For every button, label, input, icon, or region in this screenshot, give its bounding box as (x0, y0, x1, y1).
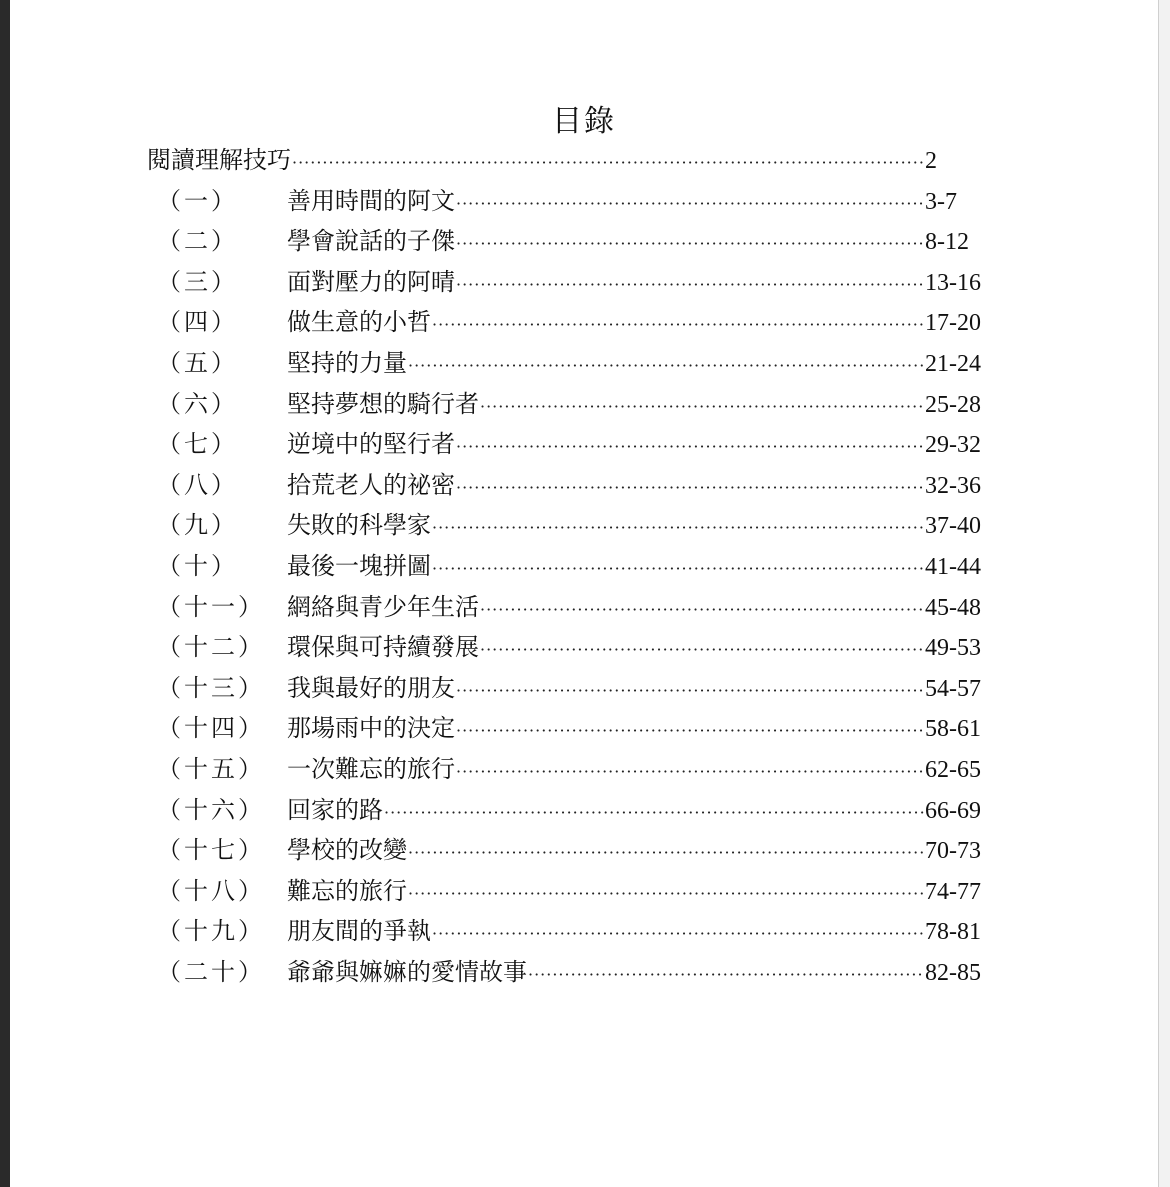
toc-entry-number: （四） (157, 308, 238, 337)
toc-entry-number: （十七） (157, 836, 265, 865)
toc-entry-row (147, 181, 987, 222)
toc-entry-number: （七） (157, 430, 238, 459)
dot-leader (456, 275, 924, 294)
toc-entry-row (147, 708, 987, 749)
toc-entry-number: （五） (157, 348, 238, 377)
toc-entry-row (147, 911, 987, 952)
toc-entry-number: （二） (157, 227, 238, 256)
toc-entry-number: （二十） (157, 957, 265, 986)
dot-leader (528, 965, 924, 984)
toc-entry-number: （三） (157, 267, 238, 296)
dot-leader (432, 315, 924, 334)
toc-entry-row (147, 952, 987, 993)
dot-leader (432, 559, 924, 578)
dot-leader (480, 640, 924, 659)
document-page (10, 0, 1158, 1187)
toc-entry-pages: 66-69 (925, 797, 981, 824)
toc-entry-pages: 21-24 (925, 350, 981, 377)
toc-entry-row (147, 668, 987, 709)
toc-entry-pages: 41-44 (925, 553, 981, 580)
toc-entry-row (147, 749, 987, 790)
dot-leader (292, 153, 924, 172)
page-title: 目錄 (552, 104, 616, 139)
toc-entry-pages: 70-73 (925, 838, 981, 865)
toc-entry-pages: 58-61 (925, 716, 981, 743)
dot-leader (480, 600, 924, 619)
toc-entry-title: 最後一塊拼圖 (287, 551, 431, 580)
dot-leader (408, 356, 924, 375)
toc-entry-row (147, 830, 987, 871)
toc-entry-number: （十一） (157, 592, 265, 621)
toc-entry-pages: 78-81 (925, 919, 981, 946)
toc-entry-row (147, 871, 987, 912)
dot-leader (456, 194, 924, 213)
toc-entry-title: 拾荒老人的祕密 (287, 470, 455, 499)
toc-entry-title: 做生意的小哲 (287, 308, 431, 337)
toc-entry-number: （六） (157, 389, 238, 418)
dot-leader (456, 681, 924, 700)
dot-leader (432, 924, 924, 943)
toc-entry-row (147, 790, 987, 831)
toc-intro-row (147, 140, 987, 181)
toc-entry-title: 善用時間的阿文 (287, 186, 455, 215)
toc-entry-number: （十八） (157, 876, 265, 905)
toc-entry-number: （八） (157, 470, 238, 499)
toc-entry-number: （十三） (157, 673, 265, 702)
toc-entry-pages: 49-53 (925, 635, 981, 662)
toc-entry-row (147, 424, 987, 465)
toc-entry-title: 學會說話的子傑 (287, 227, 455, 256)
dot-leader (456, 478, 924, 497)
toc-entry-pages: 32-36 (925, 472, 981, 499)
toc-entry-number: （十二） (157, 633, 265, 662)
toc-entry-row (147, 505, 987, 546)
dot-leader (456, 234, 924, 253)
toc-entry-pages: 25-28 (925, 391, 981, 418)
dot-leader (432, 518, 924, 537)
toc-entry-row (147, 546, 987, 587)
toc-entry-title: 面對壓力的阿晴 (287, 267, 455, 296)
toc-entry-title: 回家的路 (287, 795, 383, 824)
scrollbar-track[interactable] (1158, 0, 1170, 1187)
toc-entry-pages: 82-85 (925, 959, 981, 986)
toc-entry-title: 堅持夢想的騎行者 (287, 389, 479, 418)
toc-entry-title: 我與最好的朋友 (287, 673, 455, 702)
toc-entry-title: 逆境中的堅行者 (287, 430, 455, 459)
toc-entry-pages: 45-48 (925, 594, 981, 621)
dot-leader (384, 803, 924, 822)
toc-entry-number: （十五） (157, 754, 265, 783)
dot-leader (408, 843, 924, 862)
toc-entry-number: （十九） (157, 917, 265, 946)
toc-entry-number: （一） (157, 186, 238, 215)
toc-entry-title: 閱讀理解技巧 (147, 146, 291, 174)
toc-entry-title: 環保與可持續發展 (287, 633, 479, 662)
toc-entry-row (147, 262, 987, 303)
toc-entry-pages: 37-40 (925, 513, 981, 540)
toc-entry-title: 朋友間的爭執 (287, 917, 431, 946)
dot-leader (456, 721, 924, 740)
toc-entry-row (147, 384, 987, 425)
toc-entry-pages: 13-16 (925, 269, 981, 296)
toc-entry-title: 失敗的科學家 (287, 511, 431, 540)
toc-entry-title: 難忘的旅行 (287, 876, 407, 905)
toc-entry-number: （十四） (157, 714, 265, 743)
toc-entry-title: 爺爺與嫲嫲的愛情故事 (287, 957, 527, 986)
toc-entry-pages: 17-20 (925, 310, 981, 337)
toc-entry-row (147, 343, 987, 384)
toc-entry-number: （十六） (157, 795, 265, 824)
toc-entry-row (147, 587, 987, 628)
dot-leader (456, 762, 924, 781)
toc-entry-pages: 3-7 (925, 188, 957, 215)
toc-entry-number: （九） (157, 511, 238, 540)
toc-entry-row (147, 302, 987, 343)
dot-leader (480, 397, 924, 416)
toc-entry-title: 網絡與青少年生活 (287, 592, 479, 621)
toc-entry-title: 堅持的力量 (287, 348, 407, 377)
toc-entry-pages: 2 (925, 148, 937, 174)
dot-leader (408, 884, 924, 903)
toc-entry-title: 那場雨中的決定 (287, 714, 455, 743)
toc-entry-pages: 62-65 (925, 756, 981, 783)
toc-entry-title: 一次難忘的旅行 (287, 754, 455, 783)
toc-entry-row (147, 465, 987, 506)
toc-entry-row (147, 627, 987, 668)
toc-entry-pages: 8-12 (925, 229, 969, 256)
toc-entry-pages: 29-32 (925, 432, 981, 459)
table-of-contents (147, 140, 987, 992)
toc-entry-pages: 74-77 (925, 878, 981, 905)
toc-entry-row (147, 221, 987, 262)
dot-leader (456, 437, 924, 456)
toc-entry-pages: 54-57 (925, 675, 981, 702)
toc-entry-title: 學校的改變 (287, 836, 407, 865)
toc-entry-number: （十） (157, 551, 238, 580)
